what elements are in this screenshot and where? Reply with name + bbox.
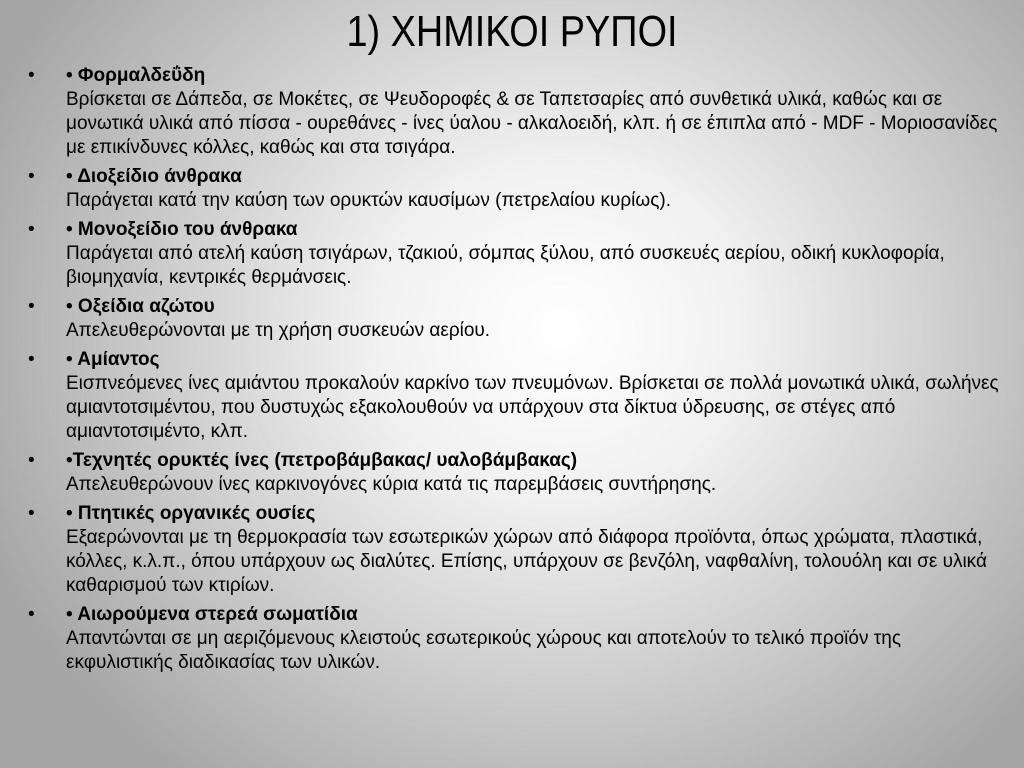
bullet-marker: • <box>28 65 35 86</box>
list-item-mineral-fibers <box>0 449 1024 497</box>
item-heading: •Τεχνητές ορυκτές ίνες (πετροβάμβακας/ υαλοβάμβακας) <box>66 450 578 471</box>
list-item-asbestos <box>0 348 1024 444</box>
bullet-marker: • <box>28 166 35 187</box>
list-item-volatile-organics <box>0 502 1024 598</box>
item-description: Εισπνεόμενες ίνες αμιάντου προκαλούν καρκίνο των πνευμόνων. Βρίσκεται σε πολλά μονωτικά υλικά, σωλήνες αμιαντοτσιμέντου, που δυστυχώς εξακολουθούν να υπάρχουν στα δίκτυα ύδρευσης, σε στέγες από αμιαντοτσιμέντο, κλπ. <box>66 373 999 442</box>
bullet-marker: • <box>28 296 35 317</box>
item-description: Απελευθερώνουν ίνες καρκινογόνες κύρια κατά τις παρεμβάσεις συντήρησης. <box>66 474 717 495</box>
item-heading: • Διοξείδιο άνθρακα <box>66 166 242 187</box>
item-description: Απελευθερώνονται με τη χρήση συσκευών αερίου. <box>66 320 491 341</box>
list-item-carbon-monoxide <box>0 218 1024 290</box>
slide-title: 1) ΧΗΜΙΚΟΙ ΡΥΠΟΙ <box>346 7 678 56</box>
bullet-marker: • <box>28 219 35 240</box>
list-item-carbon-dioxide <box>0 165 1024 213</box>
item-description: Εξαερώνονται με τη θερμοκρασία των εσωτερικών χώρων από διάφορα προϊόντα, όπως χρώματα, πλαστικά, κόλλες, κ.λ.π., όπου υπάρχουν ως διαλύτες. Επίσης, υπάρχουν σε βενζόλη, ναφθαλίνη, τολουόλη και σε υλικά καθαρισμού των κτιρίων. <box>66 527 987 596</box>
list-item-formaldehyde <box>0 64 1024 160</box>
list-item-nitrogen-oxides <box>0 295 1024 343</box>
item-description: Απαντώνται σε μη αεριζόμενους κλειστούς εσωτερικούς χώρους και αποτελούν το τελικό προϊόν της εκφυλιστικής διαδικασίας των υλικών. <box>66 628 901 673</box>
item-description: Βρίσκεται σε Δάπεδα, σε Μοκέτες, σε Ψευδοροφές & σε Ταπετσαρίες από συνθετικά υλικά, καθώς και σε μονωτικά υλικά από πίσσα - ουρεθάνες - ίνες ύαλου - αλκαλοειδή, κλπ. ή σε έπιπλα από - MDF - Μοριοσανίδες με επικίνδυνες κόλλες, καθώς και στα τσιγάρα. <box>66 89 998 158</box>
item-heading: • Μονοξείδιο του άνθρακα <box>66 219 298 240</box>
item-description: Παράγεται από ατελή καύση τσιγάρων, τζακιού, σόμπας ξύλου, από συσκευές αερίου, οδική κυκλοφορία, βιομηχανία, κεντρικές θερμάνσεις. <box>66 243 945 288</box>
pollutant-list <box>0 64 1024 680</box>
item-description: Παράγεται κατά την καύση των ορυκτών καυσίμων (πετρελαίου κυρίως). <box>66 190 671 211</box>
bullet-marker: • <box>28 503 35 524</box>
item-heading: • Φορμαλδεΰδη <box>66 65 206 86</box>
bullet-marker: • <box>28 450 35 471</box>
bullet-marker: • <box>28 604 35 625</box>
list-item-particulates <box>0 603 1024 675</box>
item-heading: • Αμίαντος <box>66 349 160 370</box>
item-heading: • Πτητικές οργανικές ουσίες <box>66 503 316 524</box>
item-heading: • Αιωρούμενα στερεά σωματίδια <box>66 604 358 625</box>
item-heading: • Οξείδια αζώτου <box>66 296 215 317</box>
bullet-marker: • <box>28 349 35 370</box>
